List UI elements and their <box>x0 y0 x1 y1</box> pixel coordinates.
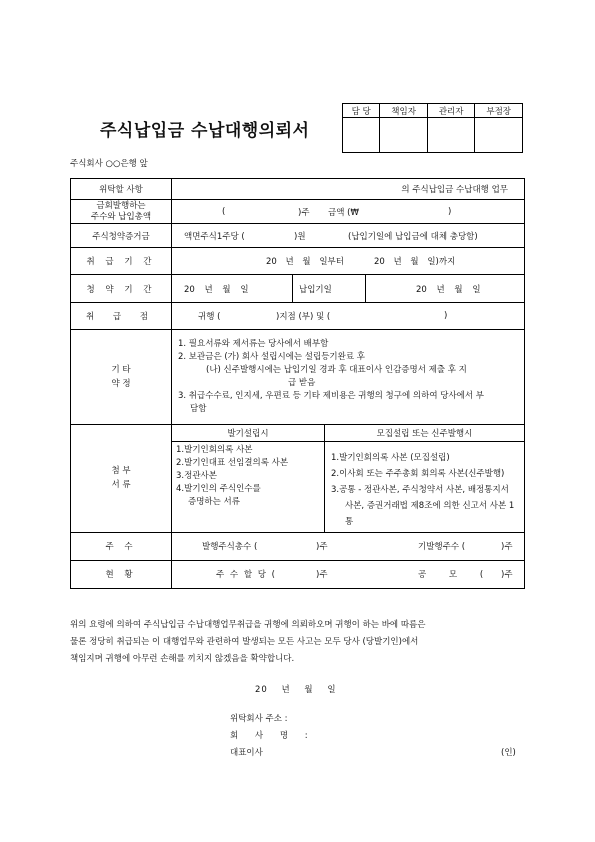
approval-sign-branch-head[interactable] <box>475 118 523 153</box>
term-item-3b: 담함 <box>190 404 207 414</box>
term-item-1: 1. 필요서류와 제서류는 당사에서 배부함 <box>178 339 329 349</box>
label-shares-2: 현 황 <box>71 560 172 588</box>
branch-bank: 귀행 ( <box>198 312 221 322</box>
field-entrust[interactable] <box>172 179 525 200</box>
label-amount-line1: 금회발행하는 <box>96 200 146 211</box>
founding-item: 2.발기인대표 선임결의록 사본 <box>176 457 289 468</box>
approval-header-manager: 책임자 <box>380 104 428 118</box>
field-branch[interactable] <box>172 303 525 330</box>
row-other-terms <box>71 330 525 425</box>
new-shares-unit: )주 <box>501 542 513 552</box>
label-other-terms-line1: 기 타 <box>111 365 131 375</box>
label-attachments-line2: 서 류 <box>111 480 131 491</box>
amount-shares-unit: )주 <box>298 207 310 218</box>
row-shares-2 <box>71 560 525 588</box>
label-branch: 취 급 점 <box>71 303 172 330</box>
field-handling-period[interactable] <box>172 248 525 275</box>
approval-sign-staff[interactable] <box>343 118 380 153</box>
approval-header-staff: 담 당 <box>343 104 380 118</box>
deposit-note: (납입기일에 납입금에 대체 충당함) <box>348 231 478 242</box>
label-shares-1: 주 수 <box>71 532 172 560</box>
label-handling-period: 취 급 기 간 <box>71 248 172 275</box>
issued-total-label: 발행주식총수 ( <box>202 542 258 552</box>
label-deposit: 주식청약증거금 <box>71 224 172 248</box>
pledge-line-3: 책임지며 귀행에 아무런 손해를 끼치지 않겠음을 확약합니다. <box>70 654 295 664</box>
offering-item: 3.공통 - 정관사본, 주식청약서 사본, 배정통지서 <box>331 484 509 495</box>
label-entrust: 위탁할 사항 <box>71 179 172 200</box>
branch-close: ) <box>444 311 448 321</box>
deposit-won: )원 <box>294 231 306 242</box>
deposit-par-value: 액면주식1주당 ( <box>184 231 245 242</box>
field-shares-2[interactable] <box>172 560 525 588</box>
row-entrust <box>71 179 525 200</box>
document-date: 20 년 월 일 <box>255 685 337 695</box>
public-unit: )주 <box>501 570 513 580</box>
field-attachments <box>172 425 525 533</box>
approval-header-supervisor: 관리자 <box>427 104 475 118</box>
founding-item: 4.발기인의 주식인수를 <box>176 483 261 494</box>
new-shares-label: 기발행주수 ( <box>418 542 466 552</box>
offering-item: 2.이사회 또는 주주총회 회의록 사본(신주발행) <box>331 468 505 479</box>
field-amount[interactable] <box>172 200 525 224</box>
offering-list <box>325 441 525 532</box>
field-due-date[interactable] <box>293 275 525 303</box>
pledge-line-2: 물론 정당히 취급되는 이 대행업무와 관련하여 발생되는 모든 사고는 모두 당사 (당발기인)에서 <box>70 637 419 647</box>
signature-company-label: 회 사 명 : <box>230 731 308 741</box>
row-shares-1 <box>71 532 525 560</box>
addressee: 주식회사 ○○은행 앞 <box>70 159 148 169</box>
branch-branch: )지점 (부) 및 ( <box>276 312 331 322</box>
label-subscription-period: 청 약 기 간 <box>71 275 172 303</box>
signature-address-label: 위탁회사 주소 : <box>230 714 288 724</box>
row-deposit <box>71 224 525 248</box>
pledge-line-1: 위의 요령에 의하여 주식납입금 수납대행업무취급을 귀행에 의뢰하오며 귀행이 하는 바에 따름은 <box>70 620 426 630</box>
offering-item: 사본, 증권거래법 제8조에 의한 신고서 사본 1통 <box>345 500 515 527</box>
due-date-value: 20 년 월 일 <box>416 284 481 295</box>
label-attachments <box>71 425 172 533</box>
row-subscription-period <box>71 275 525 303</box>
field-subscription-start[interactable]: 20 년 월 일 <box>172 275 293 303</box>
due-label: 납입기일 <box>293 275 366 302</box>
signature-ceo-label: 대표이사 <box>230 748 263 758</box>
entrust-text: 의 주식납입금 수납대행 업무 <box>401 185 508 195</box>
offering-header: 모집설립 또는 신주발행시 <box>325 425 525 441</box>
label-other-terms <box>71 330 172 425</box>
founding-item: 증명하는 서류 <box>188 496 240 507</box>
signature-seal[interactable]: (인) <box>501 748 516 758</box>
field-shares-1[interactable] <box>172 532 525 560</box>
document-title: 주식납입금 수납대행의뢰서 <box>100 121 310 141</box>
allocated-label: 주 수 할 당 ( <box>216 570 275 580</box>
label-amount-line2: 주수와 납입총액 <box>90 211 152 222</box>
handling-from: 20 년 월 일부터 <box>266 257 344 267</box>
handling-to: 20 년 월 일)까지 <box>374 257 456 267</box>
allocated-unit: )주 <box>316 570 328 580</box>
approval-sign-supervisor[interactable] <box>427 118 475 153</box>
founding-header: 발기설립시 <box>172 425 325 441</box>
request-form-table <box>70 178 525 589</box>
founding-list <box>172 441 325 532</box>
amount-paren-open: ( <box>222 206 226 217</box>
field-deposit[interactable] <box>172 224 525 248</box>
amount-label: 금액 (₩ <box>328 207 359 218</box>
term-item-2: 2. 보관금은 (가) 회사 설립시에는 설립등기완료 후 <box>178 352 365 362</box>
row-amount <box>71 200 525 224</box>
row-attachments <box>71 425 525 533</box>
issued-total-unit: )주 <box>316 542 328 552</box>
public-label: 공 모 ( <box>418 570 484 580</box>
term-item-2c: 급 받음 <box>288 378 316 388</box>
row-branch <box>71 303 525 330</box>
amount-paren-close: ) <box>448 206 452 217</box>
term-item-2b: (나) 신주발행시에는 납입기일 경과 후 대표이사 인감증명서 제출 후 지 <box>206 365 467 375</box>
approval-sign-manager[interactable] <box>380 118 428 153</box>
label-amount <box>71 200 172 224</box>
founding-item: 1.발기인회의록 사본 <box>176 444 253 455</box>
label-attachments-line1: 첨 부 <box>111 466 131 477</box>
field-other-terms <box>172 330 525 425</box>
row-handling-period <box>71 248 525 275</box>
founding-item: 3.정관사본 <box>176 470 217 481</box>
approval-header-branch-head: 부점장 <box>475 104 523 118</box>
label-other-terms-line2: 약 정 <box>111 379 131 389</box>
approval-box <box>342 103 523 153</box>
pledge-paragraph <box>70 617 528 668</box>
term-item-3: 3. 취급수수료, 인지세, 우편료 등 기타 제비용은 귀행의 청구에 의하여 당사에서 부 <box>178 391 484 401</box>
offering-item: 1.발기인회의록 사본 (모집설립) <box>331 452 450 463</box>
